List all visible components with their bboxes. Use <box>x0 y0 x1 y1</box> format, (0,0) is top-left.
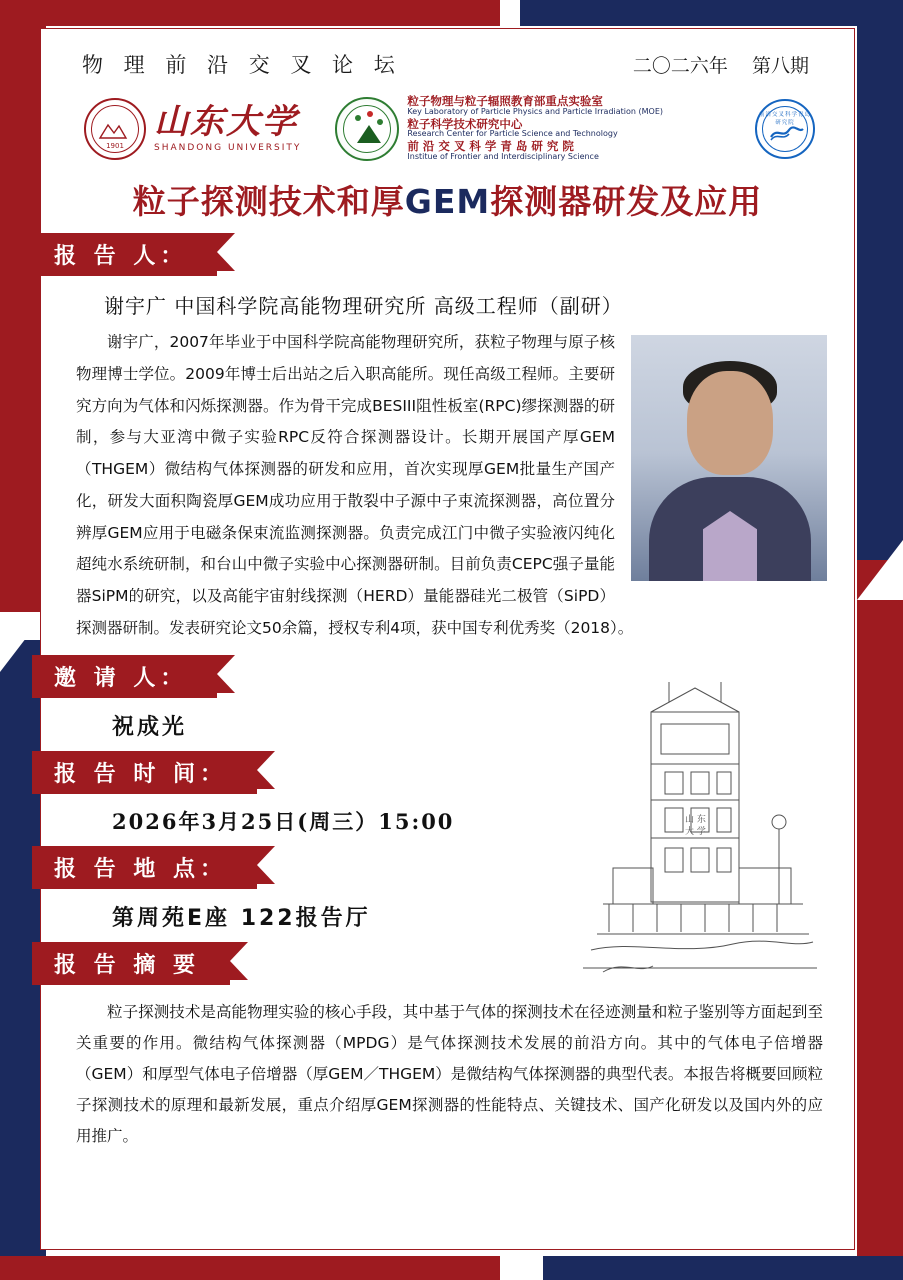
decorative-bottom-navy-band <box>543 1256 903 1280</box>
talk-time-value: 2026年3月25日(周三）15:00 <box>112 808 455 834</box>
lab-name-en-3: Institue of Frontier and Interdisciplinary Science <box>407 152 599 162</box>
wave-icon <box>770 125 804 141</box>
forum-title: 物 理 前 沿 交 叉 论 坛 <box>82 53 402 77</box>
talk-place-value: 第周苑E座 122报告厅 <box>112 905 371 931</box>
lab-name-cn-1: 粒子物理与粒子辐照教育部重点实验室 <box>407 93 603 108</box>
particle-dot-icon <box>355 115 361 121</box>
lab-name-cn-3: 前 沿 交 叉 科 学 青 岛 研 究 院 <box>407 139 574 154</box>
sdu-name-cn: 山东大学 <box>154 101 298 142</box>
abstract-text: 粒子探测技术是高能物理实验的核心手段，其中基于气体的探测技术在径迹测量和粒子鉴别等方面起到至关重要的作用。微结构气体探测器（MPDG）是气体探测技术发展的前沿方向。其中的气体电子倍增器（GEM）和厚型气体电子倍增器（厚GEM／THGEM）是微结构气体探测器的典型代表。本报告将概要回顾粒子探测技术的原理和最新发展，重点介绍厚GEM探测器的性能特点、关键技术、国产化研发以及国内外的应用推广。 <box>76 1002 823 1145</box>
svg-text:山 东: 山 东 <box>685 815 706 825</box>
lab-name-cn-2: 粒子科学技术研究中心 <box>407 116 523 131</box>
title-part-2: GEM <box>404 182 491 221</box>
speaker-bio-area <box>76 327 827 645</box>
qingdao-institute-seal-icon <box>755 99 815 159</box>
lab-text-block <box>407 95 663 163</box>
portrait-head <box>687 371 773 475</box>
decorative-bottom-red-band <box>0 1256 500 1280</box>
issue-year: 二〇二六年 <box>632 54 728 77</box>
sdu-name-en: SHANDONG UNIVERSITY <box>154 143 302 154</box>
svg-text:大 学: 大 学 <box>685 827 706 837</box>
place-tag: 报 告 地 点： <box>32 846 257 889</box>
speaker-section-header <box>46 233 849 276</box>
mountain-icon <box>98 120 136 140</box>
time-tag: 报 告 时 间： <box>32 751 257 794</box>
inviter-name: 祝成光 <box>112 714 188 740</box>
title-part-1: 粒子探测技术和厚 <box>132 182 405 221</box>
lab-name-en-2: Research Center for Particle Science and Technology <box>407 129 618 139</box>
decorative-top-red-band <box>0 0 500 26</box>
decorative-right-red-bar <box>857 560 903 1280</box>
triangle-icon <box>357 125 381 143</box>
speaker-bio-text: 谢宇广，2007年毕业于中国科学院高能物理研究所，获粒子物理与原子核物理博士学位。2009年博士后出站之后入职高能所。现任高级工程师。主要研究方向为气体和闪烁探测器。作为骨干完成BESIII阻性板室(RPC)缪探测器的研制，参与大亚湾中微子实验RPC反符合探测器设计。长期开展国产厚GEM（THGEM）微结构气体探测器的研发和应用，首次实现厚GEM批量生产国产化，研发大面积陶瓷厚GEM成功应用于散裂中子源中子束流探测器，高位置分辨厚GEM应用于电磁条保束流监测探测器。负责完成江门中微子实验液闪纯化超纯水系统研制，和台山中微子实验中心探测器研制。目前负责CEPC强子量能器SiPM的研究，以及高能宇宙射线探测（HERD）量能器硅光二极管（SiPD）探测器研制。发表研究论文50余篇，授权专利4项，获中国专利优秀奖（2018）。 <box>76 333 634 637</box>
lab-logo-block <box>335 95 663 163</box>
inviter-tag: 邀 请 人： <box>32 655 217 698</box>
speaker-name-line: 谢宇广 中国科学院高能物理研究所 高级工程师（副研） <box>104 294 623 318</box>
sdu-seal-icon <box>84 98 146 160</box>
shandong-university-logo <box>84 98 301 160</box>
decorative-right-navy-bar <box>857 0 903 560</box>
lab-name-en-1: Key Laboratory of Particle Physics and Particle Irradiation (MOE) <box>407 106 664 116</box>
qingdao-seal-ring-text: 前沿交叉科学青岛研究院 <box>758 112 811 126</box>
speaker-tag: 报 告 人： <box>32 233 217 276</box>
particle-dot-icon <box>367 111 373 117</box>
logo-strip <box>46 88 849 170</box>
page-title <box>46 176 849 223</box>
poster-content <box>46 32 849 1246</box>
poster-header <box>46 32 849 88</box>
speaker-portrait <box>631 335 827 581</box>
campus-building-sketch <box>573 672 823 1002</box>
sdu-seal-year: 1901 <box>106 142 124 150</box>
issue-number: 第八期 <box>751 54 809 77</box>
lab-seal-icon <box>335 97 399 161</box>
issue-info <box>633 43 831 78</box>
title-part-3: 探测器研发及应用 <box>490 182 763 221</box>
decorative-top-navy-band <box>520 0 903 26</box>
sdu-names <box>154 101 302 154</box>
abstract-tag: 报 告 摘 要 <box>32 942 230 985</box>
